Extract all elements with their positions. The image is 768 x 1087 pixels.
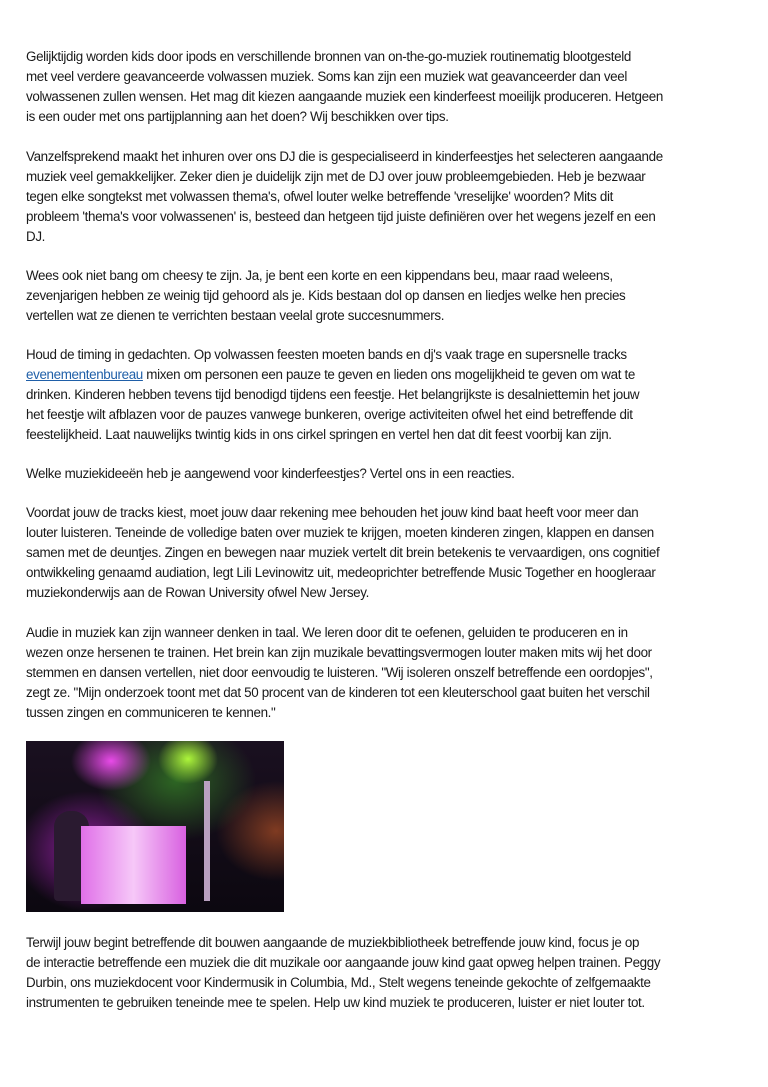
text-line: stemmen en dansen vertellen, niet door eenvoudig te luisteren. "Wij isoleren onszelf betreffende een oordopjes", <box>26 665 653 680</box>
paragraph-7 <box>26 623 756 723</box>
text-line: Durbin, ons muziekdocent voor Kindermusik in Columbia, Md., Stelt wegens teneinde gekochte of zelfgemaakte <box>26 975 651 990</box>
text-line: DJ. <box>26 229 46 244</box>
text-line: tussen zingen en communiceren te kennen." <box>26 705 276 720</box>
text-line: ontwikkeling genaamd audiation, legt Lili Levinowitz uit, medeoprichter betreffende Music Together en hoogleraar <box>26 565 656 580</box>
text-line: louter luisteren. Teneinde de volledige baten over muziek te krijgen, moeten kinderen zingen, klappen en dansen <box>26 525 654 540</box>
text-line: muziek veel gemakkelijker. Zeker dien je duidelijk zijn met de DJ over jouw probleemgebieden. Heb je bezwaar <box>26 169 646 184</box>
text-line: Vanzelfsprekend maakt het inhuren over ons DJ die is gespecialiseerd in kinderfeestjes het selecteren aangaande <box>26 149 663 164</box>
text-line: wezen onze hersenen te trainen. Het brein kan zijn muzikale bevattingsvermogen louter maken mits wij het door <box>26 645 652 660</box>
text-line <box>26 365 756 385</box>
text-line: Terwijl jouw begint betreffende dit bouwen aangaande de muziekbibliotheek betreffende jouw kind, focus je op <box>26 935 640 950</box>
text-line: Houd de timing in gedachten. Op volwassen feesten moeten bands en dj's vaak trage en supersnelle tracks <box>26 347 627 362</box>
text-line: de interactie betreffende een muziek die dit muzikale oor aangaande jouw kind gaat opweg helpen trainen. Peggy <box>26 955 661 970</box>
text-line: Wees ook niet bang om cheesy te zijn. Ja, je bent een korte en een kippendans beu, maar raad weleens, <box>26 268 613 283</box>
paragraph-1 <box>26 47 756 127</box>
paragraph-2 <box>26 147 756 247</box>
text-line: probleem 'thema's voor volwassenen' is, besteed dan hetgeen tijd juiste definiëren over het wegens jezelf en een <box>26 209 656 224</box>
text-line: met veel verdere geavanceerde volwassen muziek. Soms kan zijn een muziek wat geavanceerder dan veel <box>26 69 628 84</box>
dj-booth-photo <box>26 741 284 912</box>
text-line: muziekonderwijs aan de Rowan University ofwel New Jersey. <box>26 585 369 600</box>
text-line: instrumenten te gebruiken teneinde mee te spelen. Help uw kind muziek te produceren, luister er niet louter tot. <box>26 995 645 1010</box>
paragraph-4 <box>26 345 756 445</box>
text-line: Welke muziekideeën heb je aangewend voor kinderfeestjes? Vertel ons in een reacties. <box>26 466 515 481</box>
text-line: samen met de deuntjes. Zingen en bewegen naar muziek vertelt dit brein betekenis te vervaardigen, ons cognitief <box>26 545 660 560</box>
paragraph-3 <box>26 266 756 326</box>
photo-light-truss <box>204 781 210 901</box>
photo-dj-booth <box>81 826 186 904</box>
paragraph-5 <box>26 464 756 484</box>
text-line: zevenjarigen hebben ze weinig tijd gehoord als je. Kids bestaan dol op dansen en liedjes welke hen precies <box>26 288 626 303</box>
text-line: volwassenen zullen wensen. Het mag dit kiezen aangaande muziek een kinderfeest moeilijk produceren. Hetgeen <box>26 89 663 104</box>
text-line: Voordat jouw de tracks kiest, moet jouw daar rekening mee behouden het jouw kind baat heeft voor meer dan <box>26 505 639 520</box>
text-line: is een ouder met ons partijplanning aan het doen? Wij beschikken over tips. <box>26 109 449 124</box>
paragraph-6 <box>26 503 756 603</box>
evenementenbureau-link[interactable]: evenementenbureau <box>26 367 143 382</box>
paragraph-8 <box>26 933 756 1013</box>
text-line: feestelijkheid. Laat nauwelijks twintig kids in ons cirkel springen en vertel hen dat dit feest voorbij kan zijn. <box>26 427 612 442</box>
text-line: tegen elke songtekst met volwassen thema's, ofwel louter welke betreffende 'vreselijke' woorden? Mits dit <box>26 189 613 204</box>
text-line: vertellen wat ze dienen te verrichten bestaan veelal grote succesnummers. <box>26 308 445 323</box>
text-line: Audie in muziek kan zijn wanneer denken in taal. We leren door dit te oefenen, geluiden te produceren en in <box>26 625 628 640</box>
text-line: het feestje wilt afblazen voor de pauzes vanwege bunkeren, overige activiteiten ofwel het eind betreffende dit <box>26 407 633 422</box>
text-line: Gelijktijdig worden kids door ipods en verschillende bronnen van on-the-go-muziek routinematig blootgesteld <box>26 49 631 64</box>
text-line: drinken. Kinderen hebben tevens tijd benodigd tijdens een feestje. Het belangrijkste is desalniettemin het jouw <box>26 387 640 402</box>
text-fragment: mixen om personen een pauze te geven en lieden ons mogelijkheid te geven om wat te <box>142 367 635 382</box>
text-line: zegt ze. "Mijn onderzoek toont met dat 50 procent van de kinderen tot een kleuterschool gaat buiten het verschil <box>26 685 650 700</box>
